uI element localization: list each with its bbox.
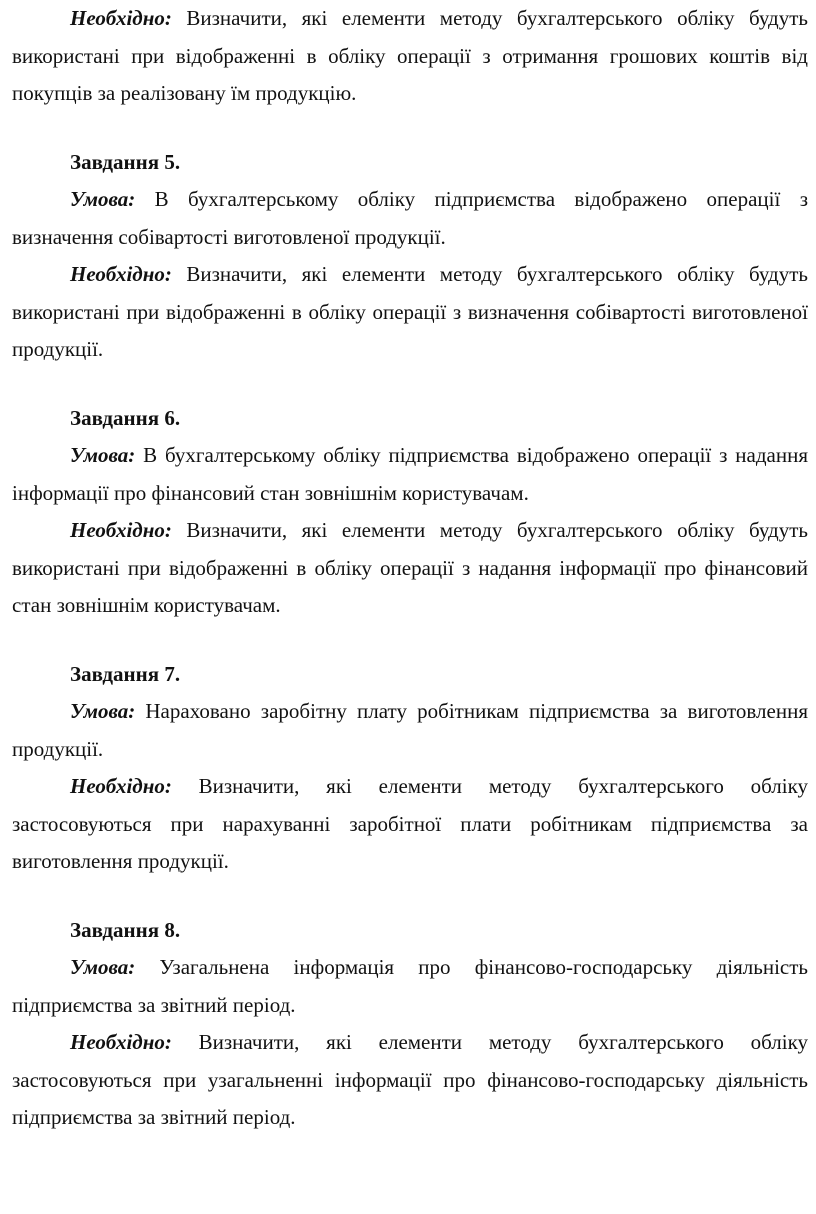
- need-text: Визначити, які елементи методу бухгалтерського обліку будуть використані при відображенні в обліку операції з надання інформації про фінансовий стан зовнішнім користувачам.: [12, 518, 808, 617]
- task-8-heading: Завдання 8.: [70, 917, 181, 942]
- condition-text: Нараховано заробітну плату робітникам підприємства за виготовлення продукції.: [12, 699, 808, 761]
- task-8-need: [12, 1024, 808, 1137]
- task-5-need: [12, 256, 808, 369]
- need-text: Визначити, які елементи методу бухгалтерського обліку застосовуються при узагальненні інформації про фінансово-господарську діяльність підприємства за звітний період.: [12, 1030, 808, 1129]
- need-text: Визначити, які елементи методу бухгалтерського обліку будуть використані при відображенні в обліку операції з отримання грошових коштів від покупців за реалізовану їм продукцію.: [12, 6, 808, 105]
- intro-need-paragraph: [12, 0, 808, 113]
- task-5-condition: [12, 181, 808, 256]
- condition-label: Умова:: [70, 187, 136, 211]
- need-label: Необхідно:: [70, 1030, 172, 1054]
- task-6-condition: [12, 437, 808, 512]
- need-text: Визначити, які елементи методу бухгалтерського обліку будуть використані при відображенні в обліку операції з визначення собівартості виготовленої продукції.: [12, 262, 808, 361]
- task-7-condition: [12, 693, 808, 768]
- condition-text: Узагальнена інформація про фінансово-господарську діяльність підприємства за звітний період.: [12, 955, 808, 1017]
- condition-label: Умова:: [70, 955, 136, 979]
- section-gap: [12, 881, 808, 912]
- condition-text: В бухгалтерському обліку підприємства відображено операції з надання інформації про фінансовий стан зовнішнім користувачам.: [12, 443, 808, 505]
- section-gap: [12, 113, 808, 144]
- task-6-heading: Завдання 6.: [70, 405, 181, 430]
- section-gap: [12, 369, 808, 400]
- task-7-need: [12, 768, 808, 881]
- need-label: Необхідно:: [70, 262, 172, 286]
- need-text: Визначити, які елементи методу бухгалтерського обліку застосовуються при нарахуванні заробітної плати робітникам підприємства за виготовлення продукції.: [12, 774, 808, 873]
- task-7-heading: Завдання 7.: [70, 661, 181, 686]
- document-page: [12, 0, 808, 1137]
- task-5-heading: Завдання 5.: [70, 149, 181, 174]
- need-label: Необхідно:: [70, 6, 172, 30]
- task-6-need: [12, 512, 808, 625]
- need-label: Необхідно:: [70, 774, 172, 798]
- task-8-condition: [12, 949, 808, 1024]
- section-gap: [12, 625, 808, 656]
- condition-label: Умова:: [70, 699, 136, 723]
- condition-label: Умова:: [70, 443, 136, 467]
- condition-text: В бухгалтерському обліку підприємства відображено операції з визначення собівартості виготовленої продукції.: [12, 187, 808, 249]
- need-label: Необхідно:: [70, 518, 172, 542]
